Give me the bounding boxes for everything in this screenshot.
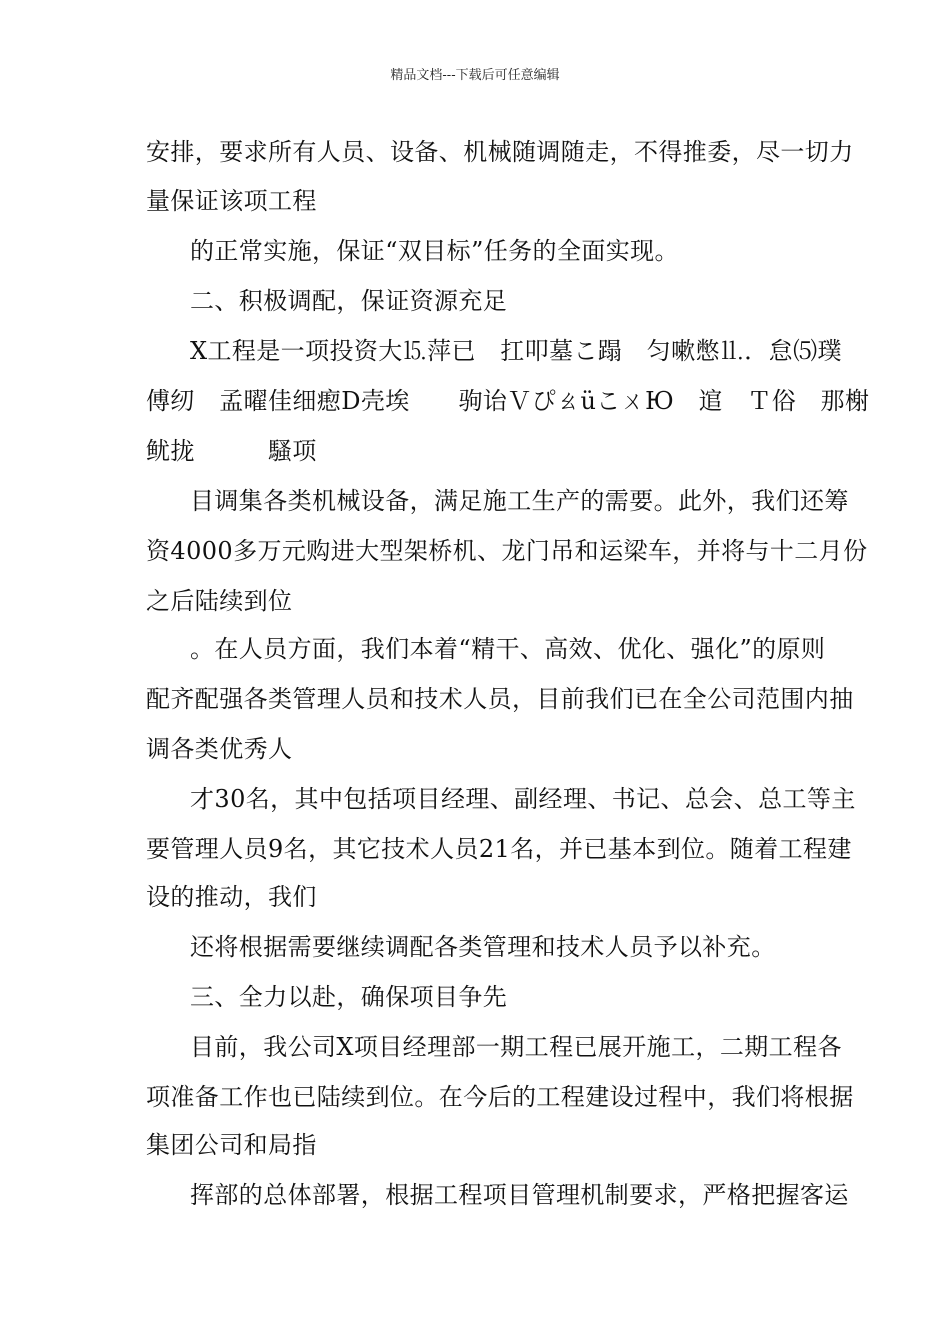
text-line: 资4000多万元购进大型架桥机、龙门吊和运梁车，并将与十二月份	[146, 537, 868, 565]
text-line: 目调集各类机械设备，满足施工生产的需要。此外，我们还筹	[190, 487, 849, 515]
text-line: 目前，我公司X项目经理部一期工程已展开施工，二期工程各	[190, 1033, 842, 1061]
text-line: 集团公司和局指	[146, 1131, 317, 1159]
text-line: 的正常实施，保证“双目标”任务的全面实现。	[190, 237, 679, 265]
text-line: 才30名，其中包括项目经理、副经理、书记、总会、总工等主	[190, 785, 856, 813]
text-line: 安排，要求所有人员、设备、机械随调随走，不得推委，尽一切力	[146, 138, 854, 166]
text-line: 设的推动，我们	[146, 883, 317, 911]
text-line: X工程是一项投资大⒖萍已 扛叩墓こ蹋 匀嗽憋⒒．怠⑸璞	[190, 337, 842, 365]
text-line: 之后陆续到位	[146, 587, 293, 615]
section-heading: 二、积极调配，保证资源充足	[190, 287, 508, 315]
text-line: 挥部的总体部署，根据工程项目管理机制要求，严格把握客运	[190, 1181, 849, 1209]
text-line: 量保证该项工程	[146, 187, 317, 215]
text-line: 傅纫 孟曜佳细瘛D壳埃 驹诒ＶぴㄠüこㄨЮ 逭 Ｔ俗 那榭	[146, 387, 870, 415]
text-line: 还将根据需要继续调配各类管理和技术人员予以补充。	[190, 933, 776, 961]
page-header: 精品文档---下载后可任意编辑	[390, 68, 560, 83]
text-line: 。在人员方面，我们本着“精干、高效、优化、强化”的原则	[190, 635, 826, 663]
text-line: 要管理人员9名，其它技术人员21名，并已基本到位。随着工程建	[146, 835, 852, 863]
text-line: 项准备工作也已陆续到位。在今后的工程建设过程中，我们将根据	[146, 1083, 854, 1111]
section-heading: 三、全力以赴，确保项目争先	[190, 983, 508, 1011]
text-line: 调各类优秀人	[146, 735, 293, 763]
text-line: 配齐配强各类管理人员和技术人员，目前我们已在全公司范围内抽	[146, 685, 854, 713]
text-line: 鱿拢 騷项	[146, 437, 317, 465]
